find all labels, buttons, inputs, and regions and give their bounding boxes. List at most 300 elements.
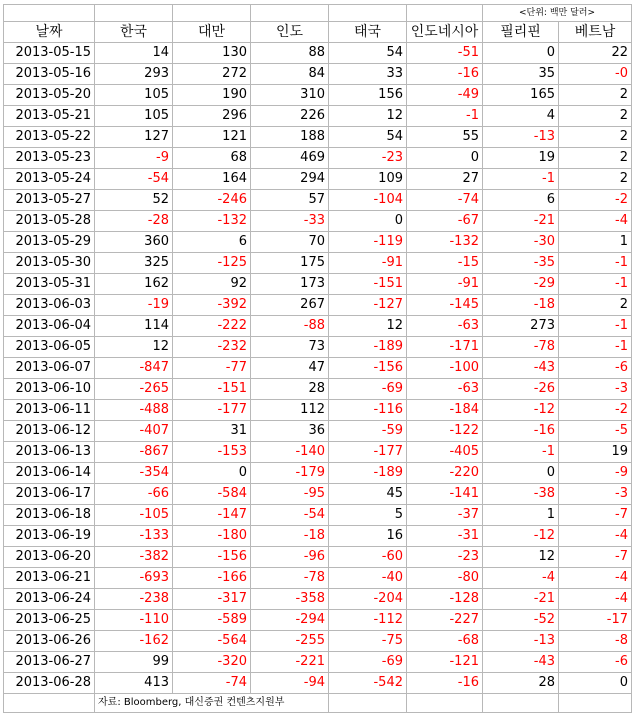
value-cell: 1: [559, 232, 632, 253]
value-cell: -75: [329, 631, 407, 652]
value-cell: 325: [95, 253, 173, 274]
value-cell: -7: [559, 547, 632, 568]
value-cell: -18: [251, 526, 329, 547]
value-cell: 105: [95, 106, 173, 127]
value-cell: 68: [173, 148, 251, 169]
value-cell: 22: [559, 43, 632, 64]
blank-cell: [559, 694, 632, 713]
table-row: [4, 547, 632, 568]
value-cell: -31: [407, 526, 483, 547]
value-cell: -358: [251, 589, 329, 610]
table-row: [4, 316, 632, 337]
value-cell: -179: [251, 463, 329, 484]
value-cell: 12: [329, 106, 407, 127]
date-cell: 2013-06-10: [4, 379, 95, 400]
table-row: [4, 337, 632, 358]
value-cell: -13: [483, 631, 559, 652]
value-cell: -125: [173, 253, 251, 274]
date-cell: 2013-05-28: [4, 211, 95, 232]
value-cell: 175: [251, 253, 329, 274]
date-cell: 2013-06-19: [4, 526, 95, 547]
value-cell: -132: [407, 232, 483, 253]
table-row: [4, 484, 632, 505]
value-cell: -69: [329, 652, 407, 673]
value-cell: -23: [407, 547, 483, 568]
value-cell: -78: [483, 337, 559, 358]
value-cell: -52: [483, 610, 559, 631]
value-cell: 293: [95, 64, 173, 85]
value-cell: -12: [483, 400, 559, 421]
value-cell: -21: [483, 589, 559, 610]
value-cell: -2: [559, 400, 632, 421]
date-cell: 2013-05-24: [4, 169, 95, 190]
value-cell: 0: [407, 148, 483, 169]
value-cell: -4: [483, 568, 559, 589]
value-cell: 12: [95, 337, 173, 358]
value-cell: 45: [329, 484, 407, 505]
value-cell: 35: [483, 64, 559, 85]
value-cell: 84: [251, 64, 329, 85]
value-cell: 54: [329, 127, 407, 148]
date-cell: 2013-06-03: [4, 295, 95, 316]
value-cell: -156: [329, 358, 407, 379]
value-cell: -867: [95, 442, 173, 463]
value-cell: -6: [559, 652, 632, 673]
value-cell: 114: [95, 316, 173, 337]
value-cell: -40: [329, 568, 407, 589]
value-cell: -91: [407, 274, 483, 295]
value-cell: -43: [483, 652, 559, 673]
value-cell: -121: [407, 652, 483, 673]
value-cell: 267: [251, 295, 329, 316]
table-row: [4, 232, 632, 253]
value-cell: 190: [173, 85, 251, 106]
value-cell: -128: [407, 589, 483, 610]
value-cell: -0: [559, 64, 632, 85]
value-cell: -74: [173, 673, 251, 694]
value-cell: 127: [95, 127, 173, 148]
table-row: [4, 673, 632, 694]
value-cell: -16: [407, 673, 483, 694]
value-cell: -227: [407, 610, 483, 631]
value-cell: -91: [329, 253, 407, 274]
value-cell: 2: [559, 106, 632, 127]
value-cell: -3: [559, 484, 632, 505]
value-cell: -4: [559, 589, 632, 610]
value-cell: -33: [251, 211, 329, 232]
blank-cell: [329, 5, 407, 22]
value-cell: 105: [95, 85, 173, 106]
date-cell: 2013-06-28: [4, 673, 95, 694]
table-row: [4, 568, 632, 589]
value-cell: -382: [95, 547, 173, 568]
table-row: [4, 589, 632, 610]
date-cell: 2013-06-18: [4, 505, 95, 526]
value-cell: 27: [407, 169, 483, 190]
date-cell: 2013-05-31: [4, 274, 95, 295]
value-cell: -1: [483, 442, 559, 463]
value-cell: -151: [329, 274, 407, 295]
value-cell: -246: [173, 190, 251, 211]
table-row: [4, 400, 632, 421]
value-cell: -141: [407, 484, 483, 505]
value-cell: -105: [95, 505, 173, 526]
column-header: 날짜: [4, 22, 95, 43]
value-cell: -119: [329, 232, 407, 253]
date-cell: 2013-05-22: [4, 127, 95, 148]
value-cell: -116: [329, 400, 407, 421]
value-cell: -133: [95, 526, 173, 547]
value-cell: -63: [407, 316, 483, 337]
value-cell: 173: [251, 274, 329, 295]
blank-cell: [329, 694, 407, 713]
table-row: [4, 43, 632, 64]
table-row: [4, 190, 632, 211]
date-cell: 2013-06-12: [4, 421, 95, 442]
value-cell: -1: [559, 316, 632, 337]
table-row: [4, 127, 632, 148]
value-cell: -77: [173, 358, 251, 379]
value-cell: 4: [483, 106, 559, 127]
value-cell: 165: [483, 85, 559, 106]
table-row: [4, 442, 632, 463]
table-row: [4, 358, 632, 379]
value-cell: 54: [329, 43, 407, 64]
value-cell: -38: [483, 484, 559, 505]
value-cell: -180: [173, 526, 251, 547]
value-cell: 2: [559, 148, 632, 169]
value-cell: -13: [483, 127, 559, 148]
value-cell: 2: [559, 127, 632, 148]
value-cell: 112: [251, 400, 329, 421]
value-cell: -16: [483, 421, 559, 442]
table-row: [4, 652, 632, 673]
value-cell: -1: [559, 274, 632, 295]
value-cell: -162: [95, 631, 173, 652]
value-cell: -1: [483, 169, 559, 190]
footer-row: [4, 694, 632, 713]
value-cell: -265: [95, 379, 173, 400]
value-cell: 31: [173, 421, 251, 442]
flow-table: [3, 4, 632, 713]
value-cell: -166: [173, 568, 251, 589]
value-cell: 272: [173, 64, 251, 85]
date-cell: 2013-06-27: [4, 652, 95, 673]
blank-cell: [483, 694, 559, 713]
value-cell: -184: [407, 400, 483, 421]
value-cell: -220: [407, 463, 483, 484]
blank-cell: [173, 5, 251, 22]
table-row: [4, 505, 632, 526]
value-cell: -354: [95, 463, 173, 484]
value-cell: 55: [407, 127, 483, 148]
table-row: [4, 106, 632, 127]
value-cell: -35: [483, 253, 559, 274]
value-cell: 0: [483, 43, 559, 64]
date-cell: 2013-06-13: [4, 442, 95, 463]
date-cell: 2013-06-26: [4, 631, 95, 652]
value-cell: -21: [483, 211, 559, 232]
column-header: 태국: [329, 22, 407, 43]
value-cell: -23: [329, 148, 407, 169]
date-cell: 2013-06-11: [4, 400, 95, 421]
table-row: [4, 253, 632, 274]
value-cell: -294: [251, 610, 329, 631]
date-cell: 2013-05-27: [4, 190, 95, 211]
table-row: [4, 421, 632, 442]
value-cell: 2: [559, 169, 632, 190]
date-cell: 2013-05-30: [4, 253, 95, 274]
value-cell: -30: [483, 232, 559, 253]
value-cell: -26: [483, 379, 559, 400]
value-cell: 12: [483, 547, 559, 568]
value-cell: 162: [95, 274, 173, 295]
value-cell: -153: [173, 442, 251, 463]
value-cell: 88: [251, 43, 329, 64]
date-cell: 2013-05-16: [4, 64, 95, 85]
value-cell: -542: [329, 673, 407, 694]
value-cell: -2: [559, 190, 632, 211]
value-cell: 12: [329, 316, 407, 337]
value-cell: -221: [251, 652, 329, 673]
value-cell: -59: [329, 421, 407, 442]
value-cell: 6: [483, 190, 559, 211]
date-cell: 2013-06-07: [4, 358, 95, 379]
value-cell: -16: [407, 64, 483, 85]
value-cell: -88: [251, 316, 329, 337]
value-cell: -74: [407, 190, 483, 211]
value-cell: -68: [407, 631, 483, 652]
value-cell: -151: [173, 379, 251, 400]
value-cell: 92: [173, 274, 251, 295]
table-row: [4, 211, 632, 232]
blank-cell: [4, 5, 95, 22]
value-cell: -238: [95, 589, 173, 610]
value-cell: -69: [329, 379, 407, 400]
value-cell: -96: [251, 547, 329, 568]
date-cell: 2013-06-17: [4, 484, 95, 505]
value-cell: -95: [251, 484, 329, 505]
value-cell: -204: [329, 589, 407, 610]
value-cell: -66: [95, 484, 173, 505]
column-header: 인도: [251, 22, 329, 43]
value-cell: 2: [559, 85, 632, 106]
date-cell: 2013-06-21: [4, 568, 95, 589]
value-cell: 0: [329, 211, 407, 232]
value-cell: 57: [251, 190, 329, 211]
date-cell: 2013-06-14: [4, 463, 95, 484]
value-cell: -392: [173, 295, 251, 316]
value-cell: -67: [407, 211, 483, 232]
unit-note: <단위: 백만 달러>: [483, 5, 632, 22]
value-cell: -7: [559, 505, 632, 526]
value-cell: 28: [483, 673, 559, 694]
value-cell: -4: [559, 211, 632, 232]
value-cell: -112: [329, 610, 407, 631]
column-header: 필리핀: [483, 22, 559, 43]
value-cell: -589: [173, 610, 251, 631]
value-cell: 70: [251, 232, 329, 253]
value-cell: 188: [251, 127, 329, 148]
value-cell: -317: [173, 589, 251, 610]
value-cell: 469: [251, 148, 329, 169]
blank-cell: [95, 5, 173, 22]
value-cell: -19: [95, 295, 173, 316]
blank-cell: [251, 5, 329, 22]
value-cell: 73: [251, 337, 329, 358]
value-cell: 0: [173, 463, 251, 484]
value-cell: 121: [173, 127, 251, 148]
value-cell: -1: [559, 337, 632, 358]
value-cell: -156: [173, 547, 251, 568]
value-cell: -60: [329, 547, 407, 568]
date-cell: 2013-05-21: [4, 106, 95, 127]
value-cell: 226: [251, 106, 329, 127]
table-row: [4, 463, 632, 484]
value-cell: -80: [407, 568, 483, 589]
value-cell: -49: [407, 85, 483, 106]
value-cell: 19: [559, 442, 632, 463]
date-cell: 2013-05-20: [4, 85, 95, 106]
value-cell: -693: [95, 568, 173, 589]
value-cell: -232: [173, 337, 251, 358]
table-row: [4, 169, 632, 190]
value-cell: -54: [95, 169, 173, 190]
value-cell: 310: [251, 85, 329, 106]
blank-cell: [407, 5, 483, 22]
date-cell: 2013-06-04: [4, 316, 95, 337]
unit-row: [4, 5, 632, 22]
value-cell: -177: [329, 442, 407, 463]
table-row: [4, 295, 632, 316]
value-cell: -37: [407, 505, 483, 526]
value-cell: 2: [559, 295, 632, 316]
table-row: [4, 631, 632, 652]
value-cell: -407: [95, 421, 173, 442]
value-cell: -564: [173, 631, 251, 652]
value-cell: 109: [329, 169, 407, 190]
value-cell: -15: [407, 253, 483, 274]
value-cell: 1: [483, 505, 559, 526]
value-cell: -147: [173, 505, 251, 526]
table-row: [4, 526, 632, 547]
date-cell: 2013-06-24: [4, 589, 95, 610]
value-cell: -12: [483, 526, 559, 547]
source-note: 자료: Bloomberg, 대신증권 컨텐츠지원부: [95, 694, 329, 713]
date-cell: 2013-06-20: [4, 547, 95, 568]
value-cell: -847: [95, 358, 173, 379]
value-cell: -140: [251, 442, 329, 463]
date-cell: 2013-06-25: [4, 610, 95, 631]
value-cell: -171: [407, 337, 483, 358]
value-cell: -1: [407, 106, 483, 127]
date-cell: 2013-05-15: [4, 43, 95, 64]
value-cell: -28: [95, 211, 173, 232]
value-cell: -189: [329, 463, 407, 484]
value-cell: -127: [329, 295, 407, 316]
value-cell: 156: [329, 85, 407, 106]
value-cell: -189: [329, 337, 407, 358]
value-cell: -584: [173, 484, 251, 505]
table-row: [4, 379, 632, 400]
value-cell: -4: [559, 526, 632, 547]
value-cell: -4: [559, 568, 632, 589]
value-cell: 6: [173, 232, 251, 253]
value-cell: 28: [251, 379, 329, 400]
date-cell: 2013-05-23: [4, 148, 95, 169]
value-cell: 0: [559, 673, 632, 694]
value-cell: -122: [407, 421, 483, 442]
value-cell: -255: [251, 631, 329, 652]
value-cell: -54: [251, 505, 329, 526]
value-cell: -222: [173, 316, 251, 337]
value-cell: -8: [559, 631, 632, 652]
value-cell: -145: [407, 295, 483, 316]
value-cell: -110: [95, 610, 173, 631]
value-cell: 0: [483, 463, 559, 484]
value-cell: -1: [559, 253, 632, 274]
column-header: 베트남: [559, 22, 632, 43]
value-cell: -63: [407, 379, 483, 400]
column-header: 인도네시아: [407, 22, 483, 43]
value-cell: 14: [95, 43, 173, 64]
value-cell: -43: [483, 358, 559, 379]
column-header: 한국: [95, 22, 173, 43]
value-cell: -100: [407, 358, 483, 379]
value-cell: -29: [483, 274, 559, 295]
value-cell: 33: [329, 64, 407, 85]
value-cell: 36: [251, 421, 329, 442]
value-cell: -132: [173, 211, 251, 232]
value-cell: 47: [251, 358, 329, 379]
value-cell: -104: [329, 190, 407, 211]
value-cell: 130: [173, 43, 251, 64]
value-cell: -488: [95, 400, 173, 421]
date-cell: 2013-05-29: [4, 232, 95, 253]
value-cell: -94: [251, 673, 329, 694]
value-cell: -18: [483, 295, 559, 316]
value-cell: -3: [559, 379, 632, 400]
value-cell: 164: [173, 169, 251, 190]
blank-cell: [4, 694, 95, 713]
value-cell: -9: [559, 463, 632, 484]
value-cell: 5: [329, 505, 407, 526]
column-header: 대만: [173, 22, 251, 43]
table-row: [4, 610, 632, 631]
date-cell: 2013-06-05: [4, 337, 95, 358]
value-cell: 52: [95, 190, 173, 211]
value-cell: 360: [95, 232, 173, 253]
value-cell: -405: [407, 442, 483, 463]
value-cell: -51: [407, 43, 483, 64]
table-row: [4, 85, 632, 106]
value-cell: 273: [483, 316, 559, 337]
value-cell: -177: [173, 400, 251, 421]
blank-cell: [407, 694, 483, 713]
value-cell: -6: [559, 358, 632, 379]
value-cell: 296: [173, 106, 251, 127]
value-cell: -9: [95, 148, 173, 169]
value-cell: 16: [329, 526, 407, 547]
value-cell: -17: [559, 610, 632, 631]
value-cell: 19: [483, 148, 559, 169]
value-cell: 294: [251, 169, 329, 190]
value-cell: 413: [95, 673, 173, 694]
header-row: [4, 22, 632, 43]
value-cell: -5: [559, 421, 632, 442]
value-cell: -78: [251, 568, 329, 589]
table-row: [4, 274, 632, 295]
